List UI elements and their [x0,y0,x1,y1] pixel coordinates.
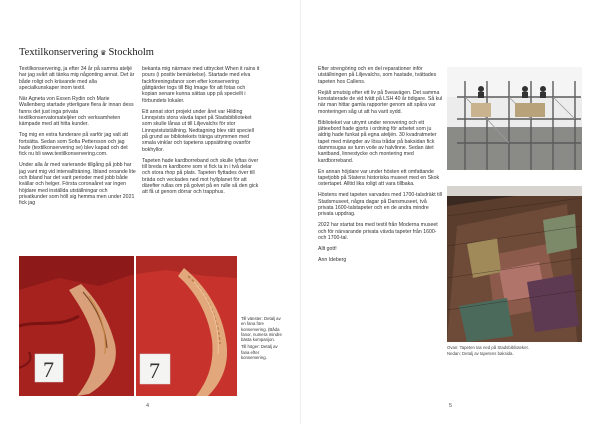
caption-line: Till vänster: Detalj av en fana före konservering. (Båda fanor, numera mindre bästa kompanjon. [241,316,282,343]
caption-line: Nedan: Detalj av tapetens baksida. [447,350,514,356]
title-text: Textilkonservering [19,47,99,58]
caption-line: Ovan: Tapeten tas ned på Stadsbiblioteket. [447,345,529,350]
paragraph: Under alla år med varierande tillgång på jobb har jag vant mig vid intervallträning. Ibland oroande lite och ibland har det varit perioder med jobb både kvällar och helger. Första coronaåret var ingen höjdare med inställda utställningar och privatkunder som höll sig hemma men under 2021 fick jag [19,162,136,207]
svg-text:7: 7 [149,358,160,383]
scaffold-photo [447,67,582,170]
photo-caption-left [241,316,283,362]
paragraph: Tog mig en extra funderare på varför jag valt att fortsätta. Sedan som Sofia Pettersson och jag hade (textilkonservering se) blev kapad och det fick nu bli www.textilkonservering.com. [19,132,128,158]
paragraph: Ett annat stort projekt under året var Hilding Linnqvists stora vävda tapet på Stadsbiblioteket som skulle lånas ut till Liljevalchs för stor Linnqvistutställning. Nedtagning blev rätt speciell på grund av bibliotekets tränga utrymmen med smala vinklar och tapetens uppsättning ovanför bokhyllor. [142,108,254,153]
paragraph: Biblioteket var utrymt under renovering och ett jätteebord hade gjorts i ordning för arbetet som ju aldrig hade funkat på egna ateljén. 30 kvadratmeter tapet med mängder av lösa trådar på baksidan fick dammsugas av tunn voile av halvlinne. Sedan ätet kantband, linnestycke och montering med kardborreband. [318,119,437,164]
banner-photo-after [136,256,237,396]
paragraph: 2022 har startat bra med textil från Moderna museet och för närvarande privata vävda tapeter från 1600- och 1700-tal. [318,222,438,241]
paragraph: Efter strengöring och en del reparationer inför utställningen på Liljevalchs, som hastade, tvättades tapeten hos Callens. [318,66,437,85]
page-divider [300,0,301,424]
paragraph: Höstens med tapeten varvades med 1700-talsdräkt till Stadsmuseet, några dagar på Dansmuseet, två privata 1600-talstapeter och en de andra mindre privata uppdrag. [318,192,442,218]
banner-photo-before [19,256,134,396]
paragraph: En annan höjdare var under hösten ett omfattande tapetjobb på Statens historiska museet med en Skok ostertapet. Alltid lika roligt att vara tillbaka. [318,168,440,188]
page-number-left: 4 [146,403,150,409]
caption-line: Till höger: Detalj av fana efter konservering. [241,344,278,361]
paragraph: bekanta mig närmare med uttrycket When it rains it pours (i positiv bemärkelse). Startade med elva fackföreningsfanor som efter konservering gåttgärder togs till Big Image för att fotas och kopian senare kunna sättas upp på speciellt i förbundets lokaler. [142,66,260,104]
page-title [19,47,154,58]
paragraph: Tapeten hade kardborreband och skulle lyftas över till breda m kardborre som vi fick ta in i två delar och stora rhop på plats. Tapeten flyttades över till bräda och veckades ned mot hyllplanet för att därefter rullas om på golvet på en rulle så den gick att få ut genom dörrar och trapphus. [142,157,259,196]
svg-text:7: 7 [43,357,54,382]
text-column-1 [19,66,136,207]
photo-caption-right [447,345,582,356]
cat-icon: ♛ [100,49,107,57]
paragraph: När Agneta von Essen Rydin och Marie Wallenberg startade ytterligare flera år innan dess fanns det just inga privata textilkonservatorsateljéer och verksamheten kämpade med att hitta kunder. [19,95,134,128]
tapestry-photo [447,186,582,342]
signoff-greeting: Allt gott! [318,245,337,252]
paragraph: Rejält smutsig efter ett liv på 5veavägen. Det samma konstaterade de vid tvätt på LSH 40 år tidigare. Så kul när man hittar gamla rapporter genom att spåra var monteringen såg ut att ha varit sydd. [318,89,443,115]
text-column-2 [142,66,260,196]
title-city: Stockholm [108,47,154,58]
paragraph: Textilkonservering, ja efter 34 år på samma ateljé har jag svårt att tänka mig någonting annat. Det är både roligt och krävande med alla specialkunskaper inom textil. [19,66,135,92]
signoff-name: Ann Ideberg [318,256,347,263]
text-column-3 [318,66,443,263]
page-number-right: 5 [449,403,453,409]
